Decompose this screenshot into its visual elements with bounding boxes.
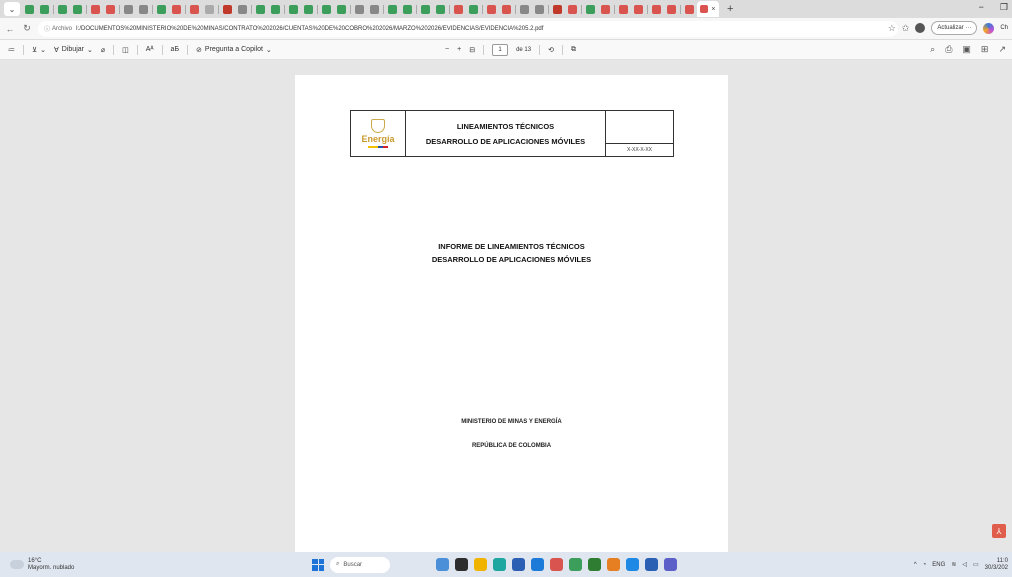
cloud-icon (10, 560, 24, 569)
browser-tab[interactable] (565, 2, 580, 16)
taskbar-app-icon[interactable] (569, 558, 582, 571)
tab-favicon-icon (58, 5, 67, 14)
tab-favicon-icon (190, 5, 199, 14)
back-button[interactable] (3, 24, 17, 34)
taskbar (0, 552, 1012, 577)
network-app-icon[interactable]: ◔ (922, 561, 927, 568)
browser-tab[interactable] (22, 2, 37, 16)
draw-button[interactable] (54, 46, 93, 54)
toolbar-divider (539, 45, 540, 55)
tab-separator (383, 5, 384, 14)
clock[interactable] (985, 558, 1008, 572)
tab-favicon-icon (73, 5, 82, 14)
header-title (406, 111, 606, 156)
zoom-in-button[interactable]: + (457, 46, 462, 53)
print-icon[interactable]: ⎙ (945, 44, 953, 54)
toolbar-right-actions (930, 44, 1006, 55)
taskbar-app-icon[interactable] (664, 558, 677, 571)
browser-tab[interactable] (334, 2, 349, 16)
chevron-down-icon: ⌄ (265, 46, 272, 54)
tab-separator (647, 5, 648, 14)
tab-favicon-icon (139, 5, 148, 14)
tab-favicon-icon (124, 5, 133, 14)
restore-button[interactable]: ❐ (999, 2, 1008, 12)
browser-tab[interactable] (583, 2, 598, 16)
pdf-viewer[interactable] (0, 61, 1012, 552)
read-aloud-button[interactable] (146, 46, 154, 53)
tab-separator (218, 5, 219, 14)
tab-favicon-icon (454, 5, 463, 14)
page-number-input[interactable]: 1 (492, 44, 508, 56)
browser-tab[interactable] (88, 2, 103, 16)
logo-brand-text: Energía (361, 134, 395, 144)
taskbar-app-icon[interactable] (531, 558, 544, 571)
weather-desc: Mayorm. nublado (28, 564, 75, 571)
browser-tab[interactable] (664, 2, 679, 16)
tab-favicon-icon (223, 5, 232, 14)
browser-tab[interactable] (103, 2, 118, 16)
tab-list (22, 2, 697, 16)
list-icon: ≔ (8, 46, 15, 54)
zoom-out-button[interactable]: − (445, 46, 450, 53)
tab-favicon-icon (421, 5, 430, 14)
browser-tab[interactable] (187, 2, 202, 16)
taskbar-app-icon[interactable] (550, 558, 563, 571)
tab-favicon-icon (355, 5, 364, 14)
minimize-button[interactable]: − (978, 2, 984, 12)
tab-active[interactable] (697, 1, 719, 17)
browser-tab[interactable] (55, 2, 70, 16)
browser-tab[interactable] (499, 2, 514, 16)
tab-separator (614, 5, 615, 14)
arrow-left-icon: ← (5, 23, 15, 34)
update-button[interactable] (931, 21, 977, 35)
document-title-line1: INFORME DE LINEAMIENTOS TÉCNICOS (438, 242, 585, 251)
expand-icon[interactable]: ↗ (998, 44, 1006, 54)
browser-tab[interactable] (268, 2, 283, 16)
toolbar-divider (483, 45, 484, 55)
tab-favicon-icon (205, 5, 214, 14)
flag-stripe (368, 146, 388, 148)
tab-favicon-icon (601, 5, 610, 14)
browser-tab[interactable] (301, 2, 316, 16)
browser-tab[interactable] (202, 2, 217, 16)
browser-tab[interactable] (220, 2, 235, 16)
page-controls (445, 44, 576, 56)
copilot-ask-label: Pregunta a Copilot (204, 46, 263, 53)
tab-favicon-icon (388, 5, 397, 14)
tab-favicon-icon (157, 5, 166, 14)
copilot-ask-button[interactable] (196, 46, 272, 54)
window-controls (979, 2, 1008, 13)
new-tab-button[interactable]: + (727, 3, 734, 15)
taskbar-app-icon[interactable] (626, 558, 639, 571)
tab-close-button[interactable]: × (711, 5, 716, 13)
adobe-pdf-icon[interactable]: ⅄ (992, 524, 1006, 538)
erase-button[interactable] (101, 46, 105, 54)
tab-favicon-icon (304, 5, 313, 14)
profile-avatar[interactable] (915, 23, 925, 33)
tab-favicon-icon (271, 5, 280, 14)
wifi-icon[interactable]: ≋ (951, 562, 957, 568)
tab-favicon-icon (403, 5, 412, 14)
browser-tab[interactable] (235, 2, 250, 16)
tab-separator (284, 5, 285, 14)
copilot-icon[interactable] (983, 23, 994, 34)
tab-separator (86, 5, 87, 14)
tab-favicon-icon (436, 5, 445, 14)
tab-strip (0, 0, 1012, 18)
header-code: X-XX-X-XX (626, 147, 652, 153)
site-info-label: Archivo (52, 25, 73, 32)
tab-separator (53, 5, 54, 14)
toolbar-divider (23, 45, 24, 55)
tab-separator (185, 5, 186, 14)
clock-time: 11:0 (996, 557, 1008, 564)
taskbar-center (312, 557, 677, 573)
tab-favicon-icon (370, 5, 379, 14)
tab-separator (119, 5, 120, 14)
taskbar-search-placeholder: Buscar (343, 561, 363, 568)
fit-page-icon[interactable]: ⊟ (469, 46, 476, 54)
document-header-table (350, 110, 674, 157)
browser-tab[interactable] (286, 2, 301, 16)
volume-icon[interactable]: ◁ (962, 562, 967, 568)
info-icon: ⓘ (44, 27, 51, 33)
tab-favicon-icon (172, 5, 181, 14)
tab-favicon-icon (535, 5, 544, 14)
browser-tab[interactable] (418, 2, 433, 16)
browser-tab[interactable] (517, 2, 532, 16)
translate-icon: аБ (170, 46, 180, 53)
windows-start-icon[interactable] (312, 559, 324, 571)
tab-favicon-icon (25, 5, 34, 14)
pdf-icon (700, 5, 708, 13)
two-page-icon[interactable]: ⧉ (570, 45, 576, 53)
chevron-down-icon: ⌄ (8, 4, 16, 14)
browser-tab[interactable] (433, 2, 448, 16)
tab-favicon-icon (667, 5, 676, 14)
clock-date: 30/3/202 (984, 564, 1008, 571)
browser-tab[interactable] (598, 2, 613, 16)
tab-favicon-icon (106, 5, 115, 14)
browser-tab[interactable] (121, 2, 136, 16)
browser-tab[interactable] (649, 2, 664, 16)
tab-favicon-icon (91, 5, 100, 14)
toolbar-divider (187, 45, 188, 55)
browser-tab[interactable] (484, 2, 499, 16)
tab-separator (350, 5, 351, 14)
contents-button[interactable] (8, 46, 15, 54)
browser-tab[interactable] (631, 2, 646, 16)
tab-actions-menu-button[interactable] (4, 2, 20, 16)
tab-separator (317, 5, 318, 14)
tab-favicon-icon (487, 5, 496, 14)
tab-favicon-icon (586, 5, 595, 14)
eraser-icon: ⌀ (100, 46, 106, 54)
browser-tab[interactable] (466, 2, 481, 16)
reload-icon: ↻ (23, 23, 31, 33)
chevron-down-icon: ⌄ (40, 46, 46, 54)
pen-icon: ∀ (54, 46, 59, 54)
address-bar-actions (888, 21, 1008, 35)
tab-separator (482, 5, 483, 14)
favorite-star-icon[interactable]: ☆ (887, 22, 896, 33)
chevron-down-icon: ⌄ (86, 46, 93, 54)
browser-tab[interactable] (400, 2, 415, 16)
tab-separator (515, 5, 516, 14)
energia-logo (351, 111, 406, 156)
toolbar-divider (113, 45, 114, 55)
header-code-cell (606, 111, 673, 156)
document-title (295, 240, 728, 266)
draw-label: Dibujar (61, 46, 84, 53)
copilot-label: Ch (1000, 25, 1008, 31)
browser-tab[interactable] (136, 2, 151, 16)
reload-button[interactable] (20, 23, 34, 34)
tab-favicon-icon (652, 5, 661, 14)
pdf-page (295, 75, 728, 552)
taskbar-app-icon[interactable] (645, 558, 658, 571)
language-indicator[interactable]: ENG (932, 561, 946, 568)
address-bar (0, 18, 1012, 40)
tab-favicon-icon (502, 5, 511, 14)
tab-separator (251, 5, 252, 14)
document-title-line2: DESARROLLO DE APLICACIONES MÓVILES (431, 255, 592, 264)
browser-tab[interactable] (385, 2, 400, 16)
taskbar-search[interactable] (330, 557, 390, 573)
system-tray (914, 558, 1008, 572)
weather-temp: 16°C (28, 557, 42, 564)
browser-tab[interactable] (550, 2, 565, 16)
tab-separator (581, 5, 582, 14)
browser-tab[interactable] (169, 2, 184, 16)
url-field[interactable] (38, 21, 898, 37)
browser-tab[interactable] (451, 2, 466, 16)
copilot-small-icon: ⊘ (196, 46, 202, 54)
more-icon: ··· (965, 25, 972, 31)
site-info-chip[interactable] (44, 24, 72, 33)
browser-tab[interactable] (70, 2, 85, 16)
taskbar-app-icon[interactable] (512, 558, 525, 571)
chevron-up-icon[interactable]: ^ (913, 561, 917, 568)
rotate-icon[interactable]: ⟲ (548, 46, 554, 54)
taskbar-app-icon[interactable] (588, 558, 601, 571)
save-icon[interactable]: ▣ (962, 44, 971, 54)
highlighter-icon: ⊻ (32, 46, 38, 54)
search-icon: ⌕ (336, 561, 340, 567)
toolbar-divider (137, 45, 138, 55)
highlight-button[interactable] (32, 46, 46, 54)
browser-tab[interactable] (532, 2, 547, 16)
header-code-top (606, 111, 673, 144)
tab-favicon-icon (520, 5, 529, 14)
tab-favicon-icon (256, 5, 265, 14)
toolbar-divider (162, 45, 163, 55)
taskbar-app-icon[interactable] (436, 558, 449, 571)
tab-separator (416, 5, 417, 14)
tab-favicon-icon (685, 5, 694, 14)
pdf-toolbar (0, 40, 1012, 60)
tab-favicon-icon (469, 5, 478, 14)
taskbar-app-icon[interactable] (455, 558, 468, 571)
tab-separator (152, 5, 153, 14)
battery-icon[interactable]: ▭ (972, 562, 979, 568)
taskbar-app-icon[interactable] (474, 558, 487, 571)
columns-icon: ◫ (122, 46, 129, 54)
weather-widget[interactable] (10, 558, 74, 572)
save-as-icon[interactable]: ⊞ (980, 44, 989, 54)
coat-of-arms-icon (371, 119, 385, 133)
tab-favicon-icon (322, 5, 331, 14)
tab-separator (449, 5, 450, 14)
browser-tab[interactable] (253, 2, 268, 16)
search-icon[interactable]: ⌕ (930, 44, 936, 54)
browser-tab[interactable] (154, 2, 169, 16)
tab-favicon-icon (553, 5, 562, 14)
tab-favicon-icon (634, 5, 643, 14)
browser-tab[interactable] (37, 2, 52, 16)
taskbar-app-icon[interactable] (493, 558, 506, 571)
favorites-icon[interactable]: ✩ (901, 22, 910, 33)
url-text: I:/DOCUMENTOS%20MINISTERIO%20DE%20MINAS/CONTRATO%202026/CUENTAS%20DE%20COBRO%202026/MARZO%202026/EVIDENCIAS/EVIDENCIA%205.2.pdf (76, 25, 544, 32)
browser-tab[interactable] (367, 2, 382, 16)
pinned-apps (436, 558, 677, 571)
tab-favicon-icon (619, 5, 628, 14)
header-title-line2: DESARROLLO DE APLICACIONES MÓVILES (425, 136, 586, 146)
country-name: REPÚBLICA DE COLOMBIA (471, 443, 552, 449)
browser-tab[interactable] (616, 2, 631, 16)
header-title-line1: LINEAMIENTOS TÉCNICOS (456, 121, 555, 131)
organization-name: MINISTERIO DE MINAS Y ENERGÍA (461, 419, 562, 425)
tab-separator (680, 5, 681, 14)
tab-favicon-icon (568, 5, 577, 14)
tab-favicon-icon (40, 5, 49, 14)
browser-tab[interactable] (352, 2, 367, 16)
page-total: de 13 (516, 46, 532, 53)
tab-separator (548, 5, 549, 14)
page-view-button[interactable] (122, 46, 129, 54)
taskbar-app-icon[interactable] (607, 558, 620, 571)
tab-favicon-icon (337, 5, 346, 14)
tab-favicon-icon (289, 5, 298, 14)
translate-button[interactable] (171, 46, 180, 53)
toolbar-divider (562, 45, 563, 55)
update-label: Actualizar (937, 25, 964, 31)
browser-tab[interactable] (319, 2, 334, 16)
tab-favicon-icon (238, 5, 247, 14)
read-aloud-icon: Aᴬ (145, 46, 154, 53)
browser-tab[interactable] (682, 2, 697, 16)
